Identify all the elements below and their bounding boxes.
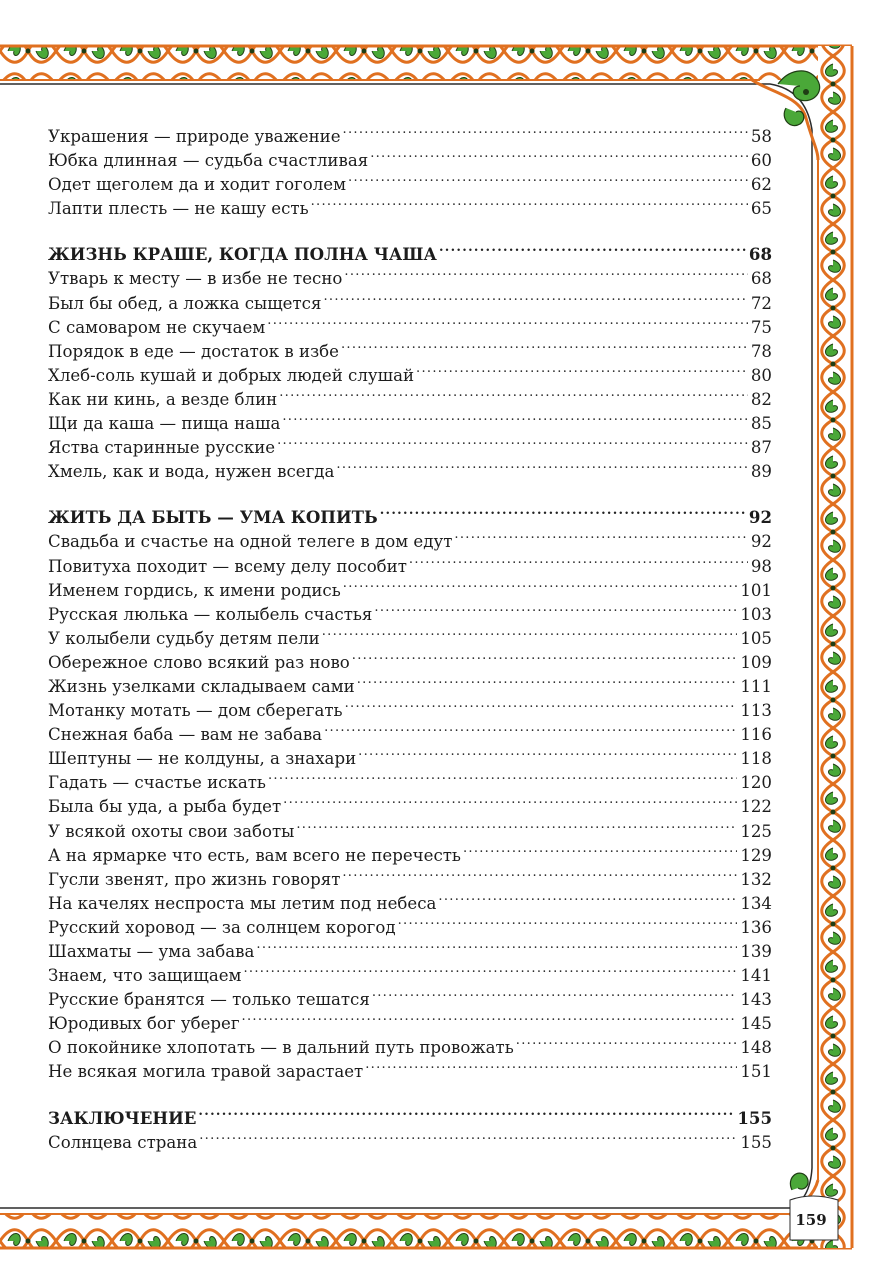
toc-entry-page: 72 — [750, 293, 772, 313]
toc-leader-dots — [322, 620, 738, 644]
toc-entry-page: 109 — [740, 652, 772, 672]
toc-leader-dots — [343, 118, 748, 142]
toc-entry-title: Лапти плесть — не кашу есть — [48, 199, 309, 219]
toc-entry-page: 125 — [740, 821, 772, 841]
toc-entry-title: О покойнике хлопотать — в дальний путь провожать — [48, 1038, 514, 1058]
toc-entry-title: Щи да каша — пища наша — [48, 414, 281, 434]
toc-leader-dots — [277, 429, 748, 453]
toc-leader-dots — [282, 405, 748, 429]
toc-entry-page: 92 — [748, 507, 772, 528]
toc-entry-page: 151 — [740, 1062, 772, 1082]
toc-entry-page: 116 — [740, 725, 772, 745]
toc-entry-page: 75 — [750, 317, 772, 337]
toc-entry-title: Мотанку мотать — дом сберегать — [48, 701, 343, 721]
page-number: 159 — [795, 1211, 827, 1229]
toc-leader-dots — [370, 142, 748, 166]
toc-entry-page: 129 — [740, 845, 772, 865]
toc-entry-page: 148 — [740, 1038, 772, 1058]
toc-section-4 — [48, 1100, 772, 1128]
toc-entry-title: Юродивых бог уберег — [48, 1014, 240, 1034]
toc-entry-title: Была бы уда, а рыба будет — [48, 797, 282, 817]
toc-entry-title: Гусли звенят, про жизнь говорят — [48, 869, 341, 889]
toc-leader-dots — [268, 764, 737, 788]
toc-entry-title: Гадать — счастье искать — [48, 773, 266, 793]
toc-entry-title: Именем гордись, к имени родись — [48, 580, 341, 600]
toc-entry-page: 145 — [740, 1014, 772, 1034]
toc-entry-title: Солнцева страна — [48, 1132, 198, 1152]
toc-entry-title: Знаем, что защищаем — [48, 966, 242, 986]
toc-section-3 — [48, 499, 772, 528]
toc-entry-title: С самоваром не скучаем — [48, 317, 266, 337]
toc-section-2 — [48, 236, 772, 265]
toc-leader-dots — [336, 453, 747, 477]
toc-entry-page: 105 — [740, 628, 772, 648]
toc-entry-title: Русские бранятся — только тешатся — [48, 990, 370, 1010]
toc-entry-title: На качелях неспроста мы летим под небеса — [48, 893, 437, 913]
toc-entry-page: 101 — [740, 580, 772, 600]
toc-section-heading — [48, 499, 772, 528]
toc-leader-dots — [352, 644, 738, 668]
toc-leader-dots — [283, 788, 737, 812]
toc-entry-page: 120 — [740, 773, 772, 793]
toc-leader-dots — [416, 357, 748, 381]
toc-entry-title: Как ни кинь, а везде блин — [48, 389, 278, 409]
toc-entry-title: Порядок в еде — достаток в избе — [48, 341, 339, 361]
toc-section-heading — [48, 1100, 772, 1128]
toc-entry-page: 122 — [740, 797, 772, 817]
toc-entry-page: 155 — [740, 1132, 772, 1152]
toc-leader-dots — [345, 692, 738, 716]
toc-entry-title: У колыбели судьбу детям пели — [48, 628, 320, 648]
toc-section-heading — [48, 236, 772, 265]
toc-leader-dots — [438, 885, 737, 909]
toc-leader-dots — [358, 740, 737, 764]
toc-leader-dots — [311, 190, 748, 214]
toc-entry-page: 80 — [750, 365, 772, 385]
toc-entry-title: Повитуха походит — всему делу пособит — [48, 556, 407, 576]
toc-leader-dots — [199, 1124, 737, 1148]
toc-entry-title: Жизнь узелками складываем сами — [48, 676, 355, 696]
toc-entry-page: 60 — [750, 151, 772, 171]
toc-leader-dots — [279, 381, 748, 405]
toc-leader-dots — [348, 166, 748, 190]
toc-leader-dots — [256, 933, 737, 957]
toc-entry-title: Яства старинные русские — [48, 438, 276, 458]
toc-entry-title: У всякой охоты свои заботы — [48, 821, 295, 841]
toc-entry — [48, 118, 772, 146]
toc-entry-title: Юбка длинная — судьба счастливая — [48, 151, 369, 171]
toc-entry-page: 143 — [740, 990, 772, 1010]
toc-entry-title: Хмель, как и вода, нужен всегда — [48, 462, 335, 482]
toc-entry-page: 113 — [740, 701, 772, 721]
toc-entry-page: 68 — [748, 244, 772, 265]
table-of-contents — [48, 118, 772, 1152]
toc-entry-title: Не всякая могила травой зарастает — [48, 1062, 364, 1082]
toc-leader-dots — [380, 499, 746, 523]
toc-entry-page: 103 — [740, 604, 772, 624]
toc-leader-dots — [324, 716, 737, 740]
toc-entry-title: Русская люлька — колыбель счастья — [48, 604, 373, 624]
toc-leader-dots — [463, 837, 737, 861]
toc-leader-dots — [409, 548, 748, 572]
toc-entry-title: Обережное слово всякий раз ново — [48, 652, 350, 672]
toc-entry-page: 68 — [750, 269, 772, 289]
toc-entry-page: 132 — [740, 869, 772, 889]
toc-leader-dots — [372, 981, 738, 1005]
toc-entry-page: 155 — [737, 1107, 772, 1128]
toc-entry-title: Хлеб-соль кушай и добрых людей слушай — [48, 365, 415, 385]
toc-entry-page: 62 — [750, 175, 772, 195]
toc-entry-title: Снежная баба — вам не забава — [48, 725, 323, 745]
toc-entry-title: Украшения — природе уважение — [48, 127, 341, 146]
toc-entry-title: Свадьба и счастье на одной телеге в дом едут — [48, 532, 453, 552]
toc-entry-title: А на ярмарке что есть, вам всего не перечесть — [48, 845, 461, 865]
toc-leader-dots — [243, 957, 737, 981]
toc-entry-title: Одет щеголем да и ходит гоголем — [48, 175, 347, 195]
toc-entry-page: 78 — [750, 341, 772, 361]
toc-entry-title: ЖИТЬ ДА БЫТЬ — УМА КОПИТЬ — [48, 507, 378, 528]
toc-leader-dots — [398, 909, 738, 933]
toc-leader-dots — [267, 309, 748, 333]
toc-entry-page: 92 — [750, 532, 772, 552]
toc-group-2 — [48, 260, 772, 482]
toc-leader-dots — [439, 236, 746, 260]
toc-leader-dots — [296, 813, 737, 837]
toc-leader-dots — [341, 333, 748, 357]
toc-leader-dots — [342, 861, 737, 885]
toc-entry-page: 98 — [750, 556, 772, 576]
toc-entry-title: Шептуны — не колдуны, а знахари — [48, 749, 357, 769]
toc-group-3 — [48, 523, 772, 1082]
toc-entry-title: Русский хоровод — за солнцем корогод — [48, 917, 396, 937]
toc-leader-dots — [344, 260, 747, 284]
toc-entry-page: 118 — [740, 749, 772, 769]
toc-entry-title: Утварь к месту — в избе не тесно — [48, 269, 343, 289]
toc-entry-page: 89 — [750, 462, 772, 482]
toc-leader-dots — [454, 523, 747, 547]
toc-entry-page: 136 — [740, 917, 772, 937]
toc-entry-title: Был бы обед, а ложка сыщется — [48, 293, 322, 313]
toc-group-1 — [48, 118, 772, 219]
toc-entry-page: 87 — [750, 438, 772, 458]
toc-entry-title: Шахматы — ума забава — [48, 942, 255, 961]
toc-entry-page: 134 — [740, 893, 772, 913]
toc-leader-dots — [198, 1100, 734, 1124]
toc-entry-page: 58 — [750, 127, 772, 146]
toc-leader-dots — [343, 572, 738, 596]
toc-leader-dots — [516, 1029, 738, 1053]
toc-leader-dots — [365, 1053, 737, 1077]
toc-entry-page: 111 — [740, 676, 772, 696]
toc-leader-dots — [374, 596, 737, 620]
toc-leader-dots — [357, 668, 738, 692]
toc-entry-page: 82 — [750, 389, 772, 409]
toc-entry-page: 85 — [750, 414, 772, 434]
toc-entry-page: 65 — [750, 199, 772, 219]
toc-leader-dots — [242, 1005, 738, 1029]
toc-entry-page: 139 — [740, 942, 772, 961]
toc-entry-title: ЗАКЛЮЧЕНИЕ — [48, 1107, 197, 1128]
toc-entry-title: ЖИЗНЬ КРАШЕ, КОГДА ПОЛНА ЧАША — [48, 244, 437, 265]
toc-entry-page: 141 — [740, 966, 772, 986]
toc-leader-dots — [323, 285, 747, 309]
